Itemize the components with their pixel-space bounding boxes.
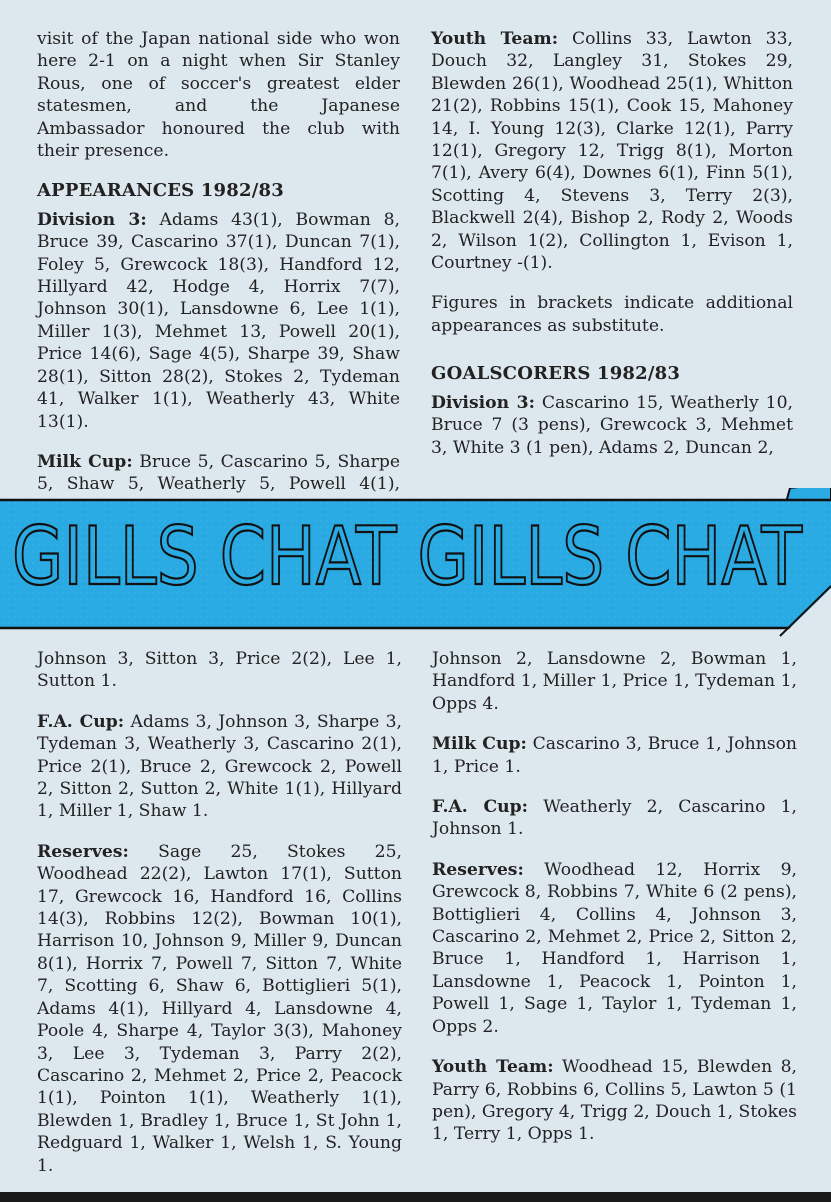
fa-cup-text: Adams 3, Johnson 3, Sharpe 3, Tydeman 3, Weatherly 3, Cascarino 2(1), Price 2(1), Bruce 2, Grewcock 2, Powell 2, Sitton 2, Sutton 2, White 1(1), Hillyard 1, Miller 1, Shaw 1. — [37, 711, 402, 822]
reserves-label: Reserves: — [37, 841, 129, 862]
goals-milk-cup-text: Cascarino 3, Bruce 1, Johnson 1, Price 1. — [432, 734, 798, 777]
milk-cup-continued: Johnson 3, Sitton 3, Price 2(2), Lee 1, Sutton 1. — [37, 649, 402, 692]
appearances-fa-cup — [37, 711, 402, 823]
reserves-text: Sage 25, Stokes 25, Woodhead 22(2), Lawton 17(1), Sutton 17, Grewcock 16, Handford 16, Collins 14(3), Robbins 12(2), Bowman 10(1), Harrison 10, Johnson 9, Miller 9, Duncan 8(1), Horrix 7, Powell 7, Sitton 7, White 7, Scotting 6, Shaw 6, Bottiglieri 5(1), Adams 4(1), Hillyard 4, Lansdowne 4, Poole 4, Sharpe 4, Taylor 3(3), Mahoney 3, Lee 3, Tydeman 3, Parry 2(2), Cascarino 2, Mehmet 2, Price 2, Peacock 1(1), Pointon 1(1), Weatherly 1(1), Blewden 1, Bradley 1, Bruce 1, St John 1, Redguard 1, Walker 1, Welsh 1, S. Young 1. — [37, 841, 402, 1176]
page-bottom-edge — [0, 1192, 831, 1202]
youth-team-label: Youth Team: — [431, 29, 559, 49]
bottom-left-column — [37, 648, 402, 1177]
appearances-youth-team — [431, 28, 793, 274]
goals-fa-cup-text: Weatherly 2, Cascarino 1, Johnson 1. — [432, 797, 797, 840]
top-right-column — [431, 28, 793, 459]
division3-label: Division 3: — [37, 209, 147, 230]
appearances-division3 — [37, 209, 400, 433]
division3-text: Adams 43(1), Bowman 8, Bruce 39, Cascarino 37(1), Duncan 7(1), Foley 5, Grewcock 18(3), Handford 12, Hillyard 42, Hodge 4, Horrix 7(7), Johnson 30(1), Lansdowne 6, Lee 1(1), Miller 1(3), Mehmet 13, Powell 20(1), Price 14(6), Sage 4(5), Sharpe 39, Shaw 28(1), Sitton 28(2), Stokes 2, Tydeman 41, Walker 1(1), Weatherly 43, White 13(1). — [37, 209, 400, 432]
goals-milk-cup — [432, 733, 797, 778]
substitute-note: Figures in brackets indicate additional appearances as substitute. — [431, 293, 793, 336]
goals-division3-text: Cascarino 15, Weatherly 10, Bruce 7 (3 pens), Grewcock 3, Mehmet 3, White 3 (1 pen), Adams 2, Duncan 2, — [431, 392, 793, 458]
youth-team-text: Collins 33, Lawton 33, Douch 32, Langley 31, Stokes 29, Blewden 26(1), Woodhead 25(1), Whitton 21(2), Robbins 15(1), Cook 15, Mahoney 14, I. Young 12(3), Clarke 12(1), Parry 12(1), Gregory 12, Trigg 8(1), Morton 7(1), Avery 6(4), Downes 6(1), Finn 5(1), Scotting 4, Stevens 3, Terry 2(3), Blackwell 2(4), Bishop 2, Rody 2, Woods 2, Wilson 1(2), Collington 1, Evison 1, Courtney -(1). — [431, 29, 794, 274]
gills-chat-banner — [0, 488, 831, 638]
goals-division3-continued: Johnson 2, Lansdowne 2, Bowman 1, Handford 1, Miller 1, Price 1, Tydeman 1, Opps 4. — [432, 649, 797, 714]
goals-reserves-label: Reserves: — [432, 859, 524, 880]
milk-cup-label: Milk Cup: — [37, 451, 133, 472]
intro-paragraph: visit of the Japan national side who won here 2-1 on a night when Sir Stanley Rous, one of soccer's greatest elder statesmen, and the Japanese Ambassador honoured the club with their presence. — [37, 29, 400, 162]
banner-title: GILLS CHAT GILLS CHAT — [12, 510, 803, 603]
goals-youth-label: Youth Team: — [432, 1057, 554, 1078]
goalscorers-division3 — [431, 392, 793, 459]
appearances-reserves — [37, 841, 402, 1177]
bottom-right-column — [432, 648, 797, 1146]
goalscorers-heading: GOALSCORERS 1982/83 — [431, 363, 681, 385]
goals-reserves-text: Woodhead 12, Horrix 9, Grewcock 8, Robbins 7, White 6 (2 pens), Bottiglieri 4, Collins 4, Johnson 3, Cascarino 2, Mehmet 2, Price 2, Sitton 2, Bruce 1, Handford 1, Harrison 1, Lansdowne 1, Peacock 1, Pointon 1, Powell 1, Sage 1, Taylor 1, Tydeman 1, Opps 2. — [432, 859, 797, 1037]
fa-cup-label: F.A. Cup: — [37, 711, 125, 732]
top-left-column — [37, 28, 400, 541]
goals-youth-text: Woodhead 15, Blewden 8, Parry 6, Robbins 6, Collins 5, Lawton 5 (1 pen), Gregory 4, Trigg 2, Douch 1, Stokes 1, Terry 1, Opps 1. — [432, 1057, 798, 1145]
goals-fa-cup-label: F.A. Cup: — [432, 797, 529, 818]
milk-cup-text: Bruce 5, Cascarino 5, Sharpe 5, Shaw 5, Weatherly 5, Powell 4(1), — [37, 451, 400, 495]
goals-division3-label: Division 3: — [431, 392, 535, 413]
goals-youth-team — [432, 1056, 797, 1146]
appearances-heading: APPEARANCES 1982/83 — [37, 180, 284, 202]
goals-fa-cup — [432, 796, 797, 841]
goals-milk-cup-label: Milk Cup: — [432, 734, 527, 755]
goals-reserves — [432, 859, 797, 1038]
